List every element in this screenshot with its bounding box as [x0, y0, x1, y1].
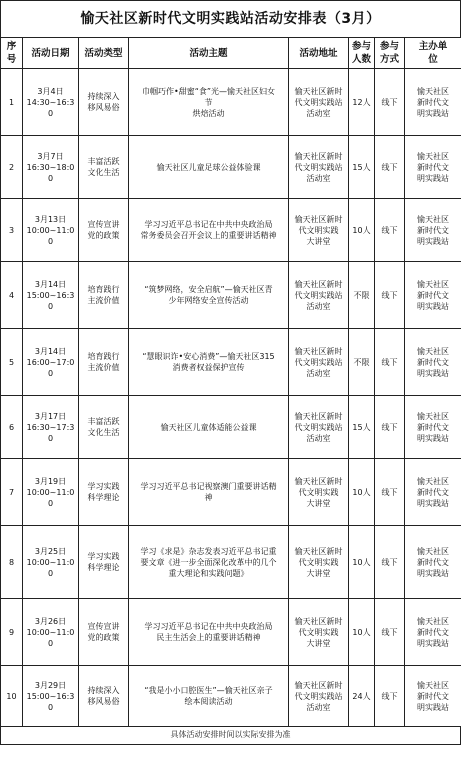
- row-organizer: 愉天社区 新时代文 明实践站: [405, 262, 461, 329]
- row-organizer: 愉天社区 新时代文 明实践站: [405, 329, 461, 396]
- row-address: 愉天社区新时 代文明实践站 活动室: [289, 136, 349, 199]
- row-type: 宣传宣讲 党的政策: [79, 199, 129, 262]
- row-method: 线下: [375, 459, 405, 526]
- row-type: 学习实践 科学理论: [79, 526, 129, 599]
- row-participants: 15人: [349, 136, 375, 199]
- header-address: 活动地址: [289, 38, 349, 69]
- table-row: [1, 666, 461, 727]
- row-number: 3: [1, 199, 23, 262]
- row-participants: 不限: [349, 329, 375, 396]
- row-address: 愉天社区新时 代文明实践站 活动室: [289, 396, 349, 459]
- row-date: 3月4日 14:30~16:30: [23, 69, 79, 136]
- row-address: 愉天社区新时 代文明实践站 活动室: [289, 329, 349, 396]
- header-type: 活动类型: [79, 38, 129, 69]
- row-method: 线下: [375, 666, 405, 727]
- row-number: 8: [1, 526, 23, 599]
- row-organizer: 愉天社区 新时代文 明实践站: [405, 396, 461, 459]
- schedule-table: [0, 37, 461, 727]
- row-address: 愉天社区新时 代文明实践 大讲堂: [289, 199, 349, 262]
- footer-note: 具体活动安排时间以实际安排为准: [0, 727, 461, 745]
- row-number: 2: [1, 136, 23, 199]
- row-address: 愉天社区新时 代文明实践 大讲堂: [289, 459, 349, 526]
- row-date: 3月26日 10:00~11:00: [23, 599, 79, 666]
- row-method: 线下: [375, 329, 405, 396]
- row-method: 线下: [375, 69, 405, 136]
- table-row: [1, 459, 461, 526]
- row-number: 9: [1, 599, 23, 666]
- row-theme: 学习《求是》杂志发表习近平总书记重 要文章《进一步全面深化改革中的几个 重大理论和实践问题》: [129, 526, 289, 599]
- header-row: [1, 38, 461, 69]
- row-organizer: 愉天社区 新时代文 明实践站: [405, 599, 461, 666]
- row-organizer: 愉天社区 新时代文 明实践站: [405, 459, 461, 526]
- row-type: 持续深入 移风易俗: [79, 69, 129, 136]
- row-date: 3月29日 15:00~16:30: [23, 666, 79, 727]
- row-date: 3月14日 15:00~16:30: [23, 262, 79, 329]
- row-date: 3月17日 16:30~17:30: [23, 396, 79, 459]
- row-organizer: 愉天社区 新时代文 明实践站: [405, 526, 461, 599]
- table-row: [1, 136, 461, 199]
- header-theme: 活动主题: [129, 38, 289, 69]
- table-row: [1, 599, 461, 666]
- row-theme: 巾帼巧作•甜蜜“食”光—愉天社区妇女 节 烘焙活动: [129, 69, 289, 136]
- row-type: 丰富活跃 文化生活: [79, 396, 129, 459]
- row-theme: “慧眼识诈•安心消费”—愉天社区315 消费者权益保护宣传: [129, 329, 289, 396]
- row-address: 愉天社区新时 代文明实践站 活动室: [289, 69, 349, 136]
- row-participants: 15人: [349, 396, 375, 459]
- row-address: 愉天社区新时 代文明实践站 活动室: [289, 666, 349, 727]
- row-theme: 学习习近平总书记在中共中央政治局 常务委员会召开会议上的重要讲话精神: [129, 199, 289, 262]
- row-date: 3月19日 10:00~11:00: [23, 459, 79, 526]
- row-address: 愉天社区新时 代文明实践站 活动室: [289, 262, 349, 329]
- row-theme: “我是小小口腔医生”—愉天社区亲子 绘本阅读活动: [129, 666, 289, 727]
- header-no: 序号: [1, 38, 23, 69]
- row-date: 3月14日 16:00~17:00: [23, 329, 79, 396]
- table-row: [1, 526, 461, 599]
- page-title: 愉天社区新时代文明实践站活动安排表（3月）: [0, 0, 461, 37]
- row-theme: 学习习近平总书记在中共中央政治局 民主生活会上的重要讲话精神: [129, 599, 289, 666]
- row-participants: 10人: [349, 526, 375, 599]
- row-participants: 10人: [349, 199, 375, 262]
- table-row: [1, 199, 461, 262]
- row-theme: “筑梦网络，安全启航”—愉天社区青 少年网络安全宣传活动: [129, 262, 289, 329]
- row-number: 6: [1, 396, 23, 459]
- table-row: [1, 396, 461, 459]
- row-method: 线下: [375, 599, 405, 666]
- row-type: 学习实践 科学理论: [79, 459, 129, 526]
- header-date: 活动日期: [23, 38, 79, 69]
- row-method: 线下: [375, 526, 405, 599]
- table-row: [1, 69, 461, 136]
- row-number: 10: [1, 666, 23, 727]
- row-method: 线下: [375, 396, 405, 459]
- row-organizer: 愉天社区 新时代文 明实践站: [405, 199, 461, 262]
- row-date: 3月25日 10:00~11:00: [23, 526, 79, 599]
- row-number: 7: [1, 459, 23, 526]
- row-date: 3月7日 16:30~18:00: [23, 136, 79, 199]
- row-number: 1: [1, 69, 23, 136]
- header-participants: 参与 人数: [349, 38, 375, 69]
- row-type: 培育践行 主流价值: [79, 262, 129, 329]
- row-theme: 学习习近平总书记视察澳门重要讲话精 神: [129, 459, 289, 526]
- schedule-rows: [1, 69, 461, 727]
- row-number: 4: [1, 262, 23, 329]
- row-type: 持续深入 移风易俗: [79, 666, 129, 727]
- row-organizer: 愉天社区 新时代文 明实践站: [405, 666, 461, 727]
- header-organizer: 主办单 位: [405, 38, 461, 69]
- row-method: 线下: [375, 136, 405, 199]
- row-participants: 24人: [349, 666, 375, 727]
- row-participants: 10人: [349, 459, 375, 526]
- table-row: [1, 329, 461, 396]
- row-theme: 愉天社区儿童体适能公益课: [129, 396, 289, 459]
- row-type: 丰富活跃 文化生活: [79, 136, 129, 199]
- row-type: 宣传宣讲 党的政策: [79, 599, 129, 666]
- row-address: 愉天社区新时 代文明实践 大讲堂: [289, 526, 349, 599]
- header-method: 参与 方式: [375, 38, 405, 69]
- row-theme: 愉天社区儿童足球公益体验课: [129, 136, 289, 199]
- row-method: 线下: [375, 262, 405, 329]
- row-participants: 12人: [349, 69, 375, 136]
- row-number: 5: [1, 329, 23, 396]
- row-participants: 不限: [349, 262, 375, 329]
- row-type: 培育践行 主流价值: [79, 329, 129, 396]
- row-date: 3月13日 10:00~11:00: [23, 199, 79, 262]
- table-row: [1, 262, 461, 329]
- row-organizer: 愉天社区 新时代文 明实践站: [405, 69, 461, 136]
- row-organizer: 愉天社区 新时代文 明实践站: [405, 136, 461, 199]
- row-participants: 10人: [349, 599, 375, 666]
- row-address: 愉天社区新时 代文明实践 大讲堂: [289, 599, 349, 666]
- row-method: 线下: [375, 199, 405, 262]
